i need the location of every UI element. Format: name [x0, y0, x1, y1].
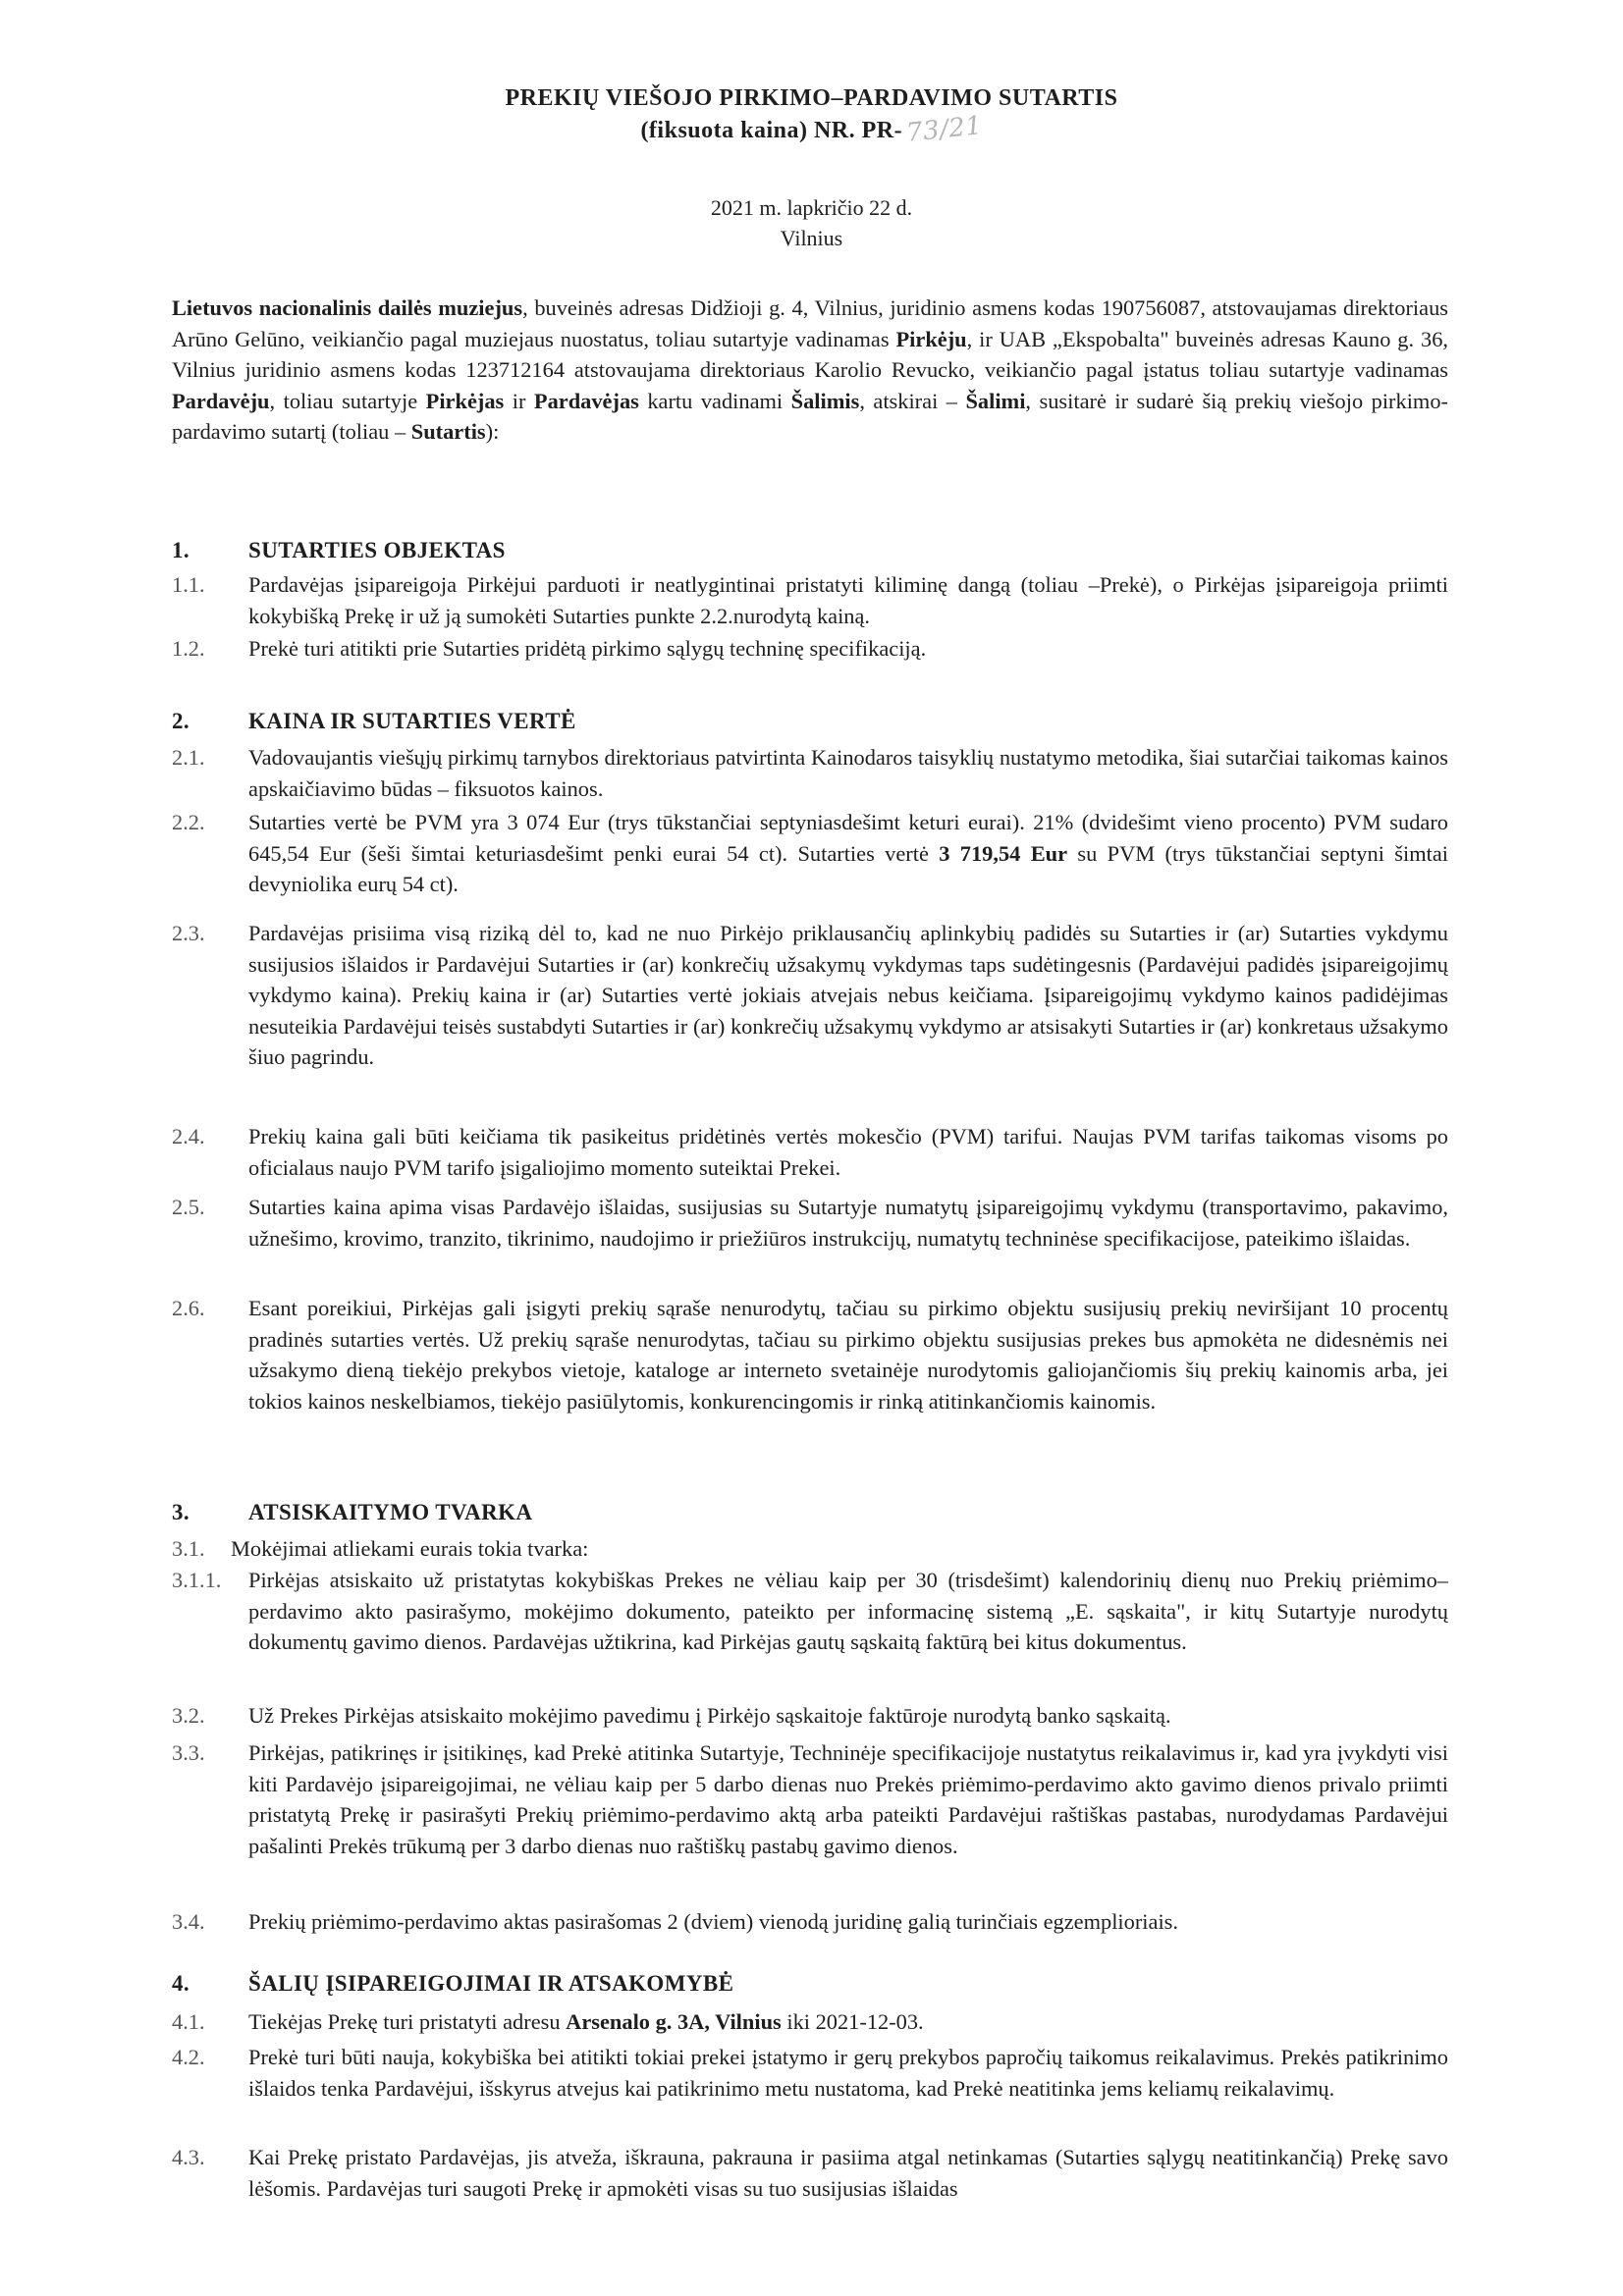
section-title: KAINA IR SUTARTIES VERTĖ — [248, 709, 576, 733]
intro-contract: Sutartis — [410, 419, 486, 445]
contract-place: Vilnius — [780, 226, 843, 250]
section-title: ATSISKAITYMO TVARKA — [248, 1500, 533, 1524]
clause-text: Prekė turi būti nauja, kokybiška bei atitikti tokiai prekei įstatymo ir gerų prekybos papročių taikomus reikalavimus. Prekės patikrinimo išlaidos tenka Pardavėjui, išskyrus atvejus kai patikrinimo metu nustatoma, kad Prekė neatitinka jems keliamų reikalavimų. — [248, 2045, 1448, 2101]
clause-number: 4.2. — [172, 2045, 205, 2069]
clause-text-a: Tiekėjas Prekę turi pristatyti adresu — [248, 2009, 567, 2034]
clause-text — [248, 807, 1448, 900]
clause-number: 3.4. — [172, 1909, 205, 1934]
party1-name: Lietuvos nacionalinis dailės muziejus — [172, 295, 523, 320]
clause-text: Kai Prekę pristato Pardavėjas, jis atveža, iškrauna, pakrauna ir pasiima atgal netinkamas (Sutarties sąlygų neatitinkančią) Prekę savo lėšomis. Pardavėjas turi saugoti Prekę ir apmokėti visas su tuo susijusias išlaidas — [248, 2145, 1448, 2201]
document-title — [0, 82, 1623, 146]
clause-4-3 — [172, 2142, 1448, 2204]
clause-number: 3.1.1. — [172, 1568, 222, 1592]
date-place — [0, 192, 1623, 253]
clause-3-2 — [172, 1700, 1448, 1732]
clause-number: 4.1. — [172, 2009, 205, 2034]
clause-bold-value: 3 719,54 Eur — [939, 840, 1068, 866]
clause-2-6 — [172, 1293, 1448, 1416]
title-line-2-text: (fiksuota kaina) NR. PR- — [640, 118, 903, 143]
section-1-heading — [172, 538, 506, 563]
clause-text: Prekė turi atitikti prie Sutarties pridėtą pirkimo sąlygų techninę specifikaciją. — [248, 636, 927, 661]
clause-text — [248, 2006, 1448, 2038]
section-number: 2. — [172, 709, 190, 733]
intro-text-5: kartu vadinami — [638, 388, 791, 413]
intro-text-4: ir — [504, 388, 534, 413]
intro-party: Šalimi — [965, 388, 1026, 413]
handwritten-contract-number: 73/21 — [904, 111, 984, 148]
section-4-heading — [172, 1971, 733, 1997]
clause-3-3 — [172, 1737, 1448, 1861]
clause-text: Sutarties kaina apima visas Pardavėjo išlaidas, susijusias su Sutartyje numatytų įsipareigojimų vykdymu (transportavimo, pakavimo, užnešimo, krovimo, tranzito, tikrinimo, naudojimo ir priežiūros instrukcijų, numatytų techninėse specifikacijose, pateikimo išlaidas. — [248, 1195, 1448, 1251]
clause-2-2 — [172, 807, 1448, 900]
clause-bold-address: Arsenalo g. 3A, Vilnius — [566, 2009, 782, 2034]
clause-number: 2.1. — [172, 745, 205, 770]
clause-number: 2.2. — [172, 810, 205, 834]
intro-seller: Pardavėju — [172, 388, 270, 413]
intro-buyer: Pirkėju — [895, 326, 967, 351]
clause-text-b: iki 2021-12-03. — [781, 2009, 924, 2034]
clause-3-4 — [172, 1906, 1448, 1938]
clause-1-1 — [172, 569, 1448, 631]
intro-text-3: , toliau sutartyje — [269, 388, 426, 413]
section-2-heading — [172, 709, 576, 734]
intro-text-8: ): — [485, 419, 500, 445]
contract-date: 2021 m. lapkričio 22 d. — [710, 195, 913, 220]
clause-number: 3.1. — [172, 1536, 205, 1561]
clause-text: Prekių priėmimo-perdavimo aktas pasirašomas 2 (dviem) vienodą juridinę galią turinčiais egzemplioriais. — [248, 1909, 1178, 1934]
section-title: ŠALIŲ ĮSIPAREIGOJIMAI IR ATSAKOMYBĖ — [248, 1971, 734, 1996]
section-number: 1. — [172, 538, 190, 562]
section-number: 4. — [172, 1971, 190, 1996]
clause-number: 1.2. — [172, 636, 205, 661]
clause-1-2 — [172, 633, 1448, 665]
clause-text: Pirkėjas atsiskaito už pristatytas kokybiškas Prekes ne vėliau kaip per 30 (trisdešimt) kalendorinių dienų nuo Prekių priėmimo–perdavimo akto pasirašymo, mokėjimo dokumento, pateikto per informacinę sistemą „E. sąskaita", ir kitų Sutartyje nurodytų dokumentų gavimo dienos. Pardavėjas užtikrina, kad Pirkėjas gautų sąskaitą faktūrą bei kitus dokumentus. — [248, 1568, 1448, 1655]
clause-number: 1.1. — [172, 572, 205, 597]
clause-text: Esant poreikiui, Pirkėjas gali įsigyti prekių sąraše nenurodytų, tačiau su pirkimo objektu susijusių prekių neviršijant 10 procentų pradinės sutarties vertės. Už prekių sąraše nenurodytas, tačiau su pirkimo objektu susijusias prekes bus apmokėta ne didesnėmis nei užsakymo dieną tiekėjo prekybos vietoje, kataloge ar interneto svetainėje nurodytomis galiojančiomis šių prekių kainomis arba, jei tokios kainos neskelbiamos, tiekėjo pasiūlytomis, konkurencingomis ir rinką atitinkančiomis kainomis. — [248, 1296, 1448, 1414]
intro-seller-2: Pardavėjas — [533, 388, 639, 413]
intro-text-1: , buveinės adresas Didžioji g. 4, Vilnius, juridinio asmens kodas 190756087, atstovaujamas direktoriaus Arūno Gelūno, veikiančio pagal muziejaus nuostatus, toliau sutartyje vadinamas — [172, 295, 1448, 351]
clause-2-3 — [172, 918, 1448, 1073]
clause-number: 2.6. — [172, 1296, 205, 1320]
section-title: SUTARTIES OBJEKTAS — [248, 538, 506, 562]
clause-number: 2.3. — [172, 921, 205, 945]
clause-text: Pardavėjas įsipareigoja Pirkėjui parduoti ir neatlygintinai pristatyti kiliminę dangą (toliau –Prekė), o Pirkėjas įsipareigoja priimti kokybišką Prekę ir už ją sumokėti Sutarties punkte 2.2.nurodytą kainą. — [248, 572, 1448, 628]
clause-number: 3.3. — [172, 1740, 205, 1765]
clause-2-1 — [172, 742, 1448, 804]
clause-number: 2.5. — [172, 1195, 205, 1219]
clause-4-1 — [172, 2006, 1448, 2038]
section-number: 3. — [172, 1500, 190, 1524]
intro-text-7: , susitarė ir sudarė šią prekių viešojo pirkimo-pardavimo sutartį (toliau – — [172, 388, 1448, 445]
title-line-2 — [0, 111, 1623, 148]
clause-text-b: su PVM (trys tūkstančiai septyni šimtai devyniolika eurų 54 ct). — [248, 840, 1448, 897]
intro-paragraph — [172, 293, 1448, 448]
clause-text: Už Prekes Pirkėjas atsiskaito mokėjimo pavedimu į Pirkėjo sąskaitoje faktūroje nurodytą banko sąskaitą. — [248, 1703, 1171, 1728]
clause-number: 2.4. — [172, 1124, 205, 1148]
clause-3-1 — [172, 1533, 1448, 1565]
clause-text: Pardavėjas prisiima visą riziką dėl to, kad ne nuo Pirkėjo priklausančių aplinkybių padidės su Sutarties ir (ar) Sutarties vykdymu susijusios išlaidos ir Pardavėjui Sutarties ir (ar) konkrečių užsakymų vykdymas taps sudėtingesnis (Pardavėjui padidės įsipareigojimų vykdymo kaina). Prekių kaina ir (ar) Sutarties vertė jokiais atvejais nebus keičiama. Įsipareigojimų vykdymo kainos padidėjimas nesuteikia Pardavėjui teisės sustabdyti Sutarties ir (ar) konkrečių užsakymų vykdymo ar atsisakyti Sutarties ir (ar) konkretaus užsakymo šiuo pagrindu. — [248, 921, 1448, 1070]
clause-number: 4.3. — [172, 2145, 205, 2169]
clause-2-5 — [172, 1192, 1448, 1254]
clause-text: Pirkėjas, patikrinęs ir įsitikinęs, kad Prekė atitinka Sutartyje, Techninėje specifikacijoje nustatytus reikalavimus ir, kad yra įvykdyti visi kiti Pardavėjo įsipareigojimai, ne vėliau kaip per 5 darbo dienas nuo Prekės priėmimo-perdavimo akto gavimo dienos privalo priimti pristatytą Prekę ir pasirašyti Prekių priėmimo-perdavimo aktą arba pateikti Pardavėjui raštiškas pastabas, nurodydamas Pardavėjui pašalinti Prekės trūkumą per 3 darbo dienas nuo raštiškų pastabų gavimo dienos. — [248, 1740, 1448, 1858]
clause-number: 3.2. — [172, 1703, 205, 1728]
section-3-heading — [172, 1500, 532, 1525]
clause-text-a: Sutarties vertė be PVM yra 3 074 Eur (trys tūkstančiai septyniasdešimt keturi eurai). 21% (dvidešimt vieno procento) PVM sudaro 645,54 Eur (šeši šimtai keturiasdešimt penki eurai 54 ct). Sutarties vertė — [248, 810, 1448, 866]
intro-text-2: , ir UAB „Ekspobalta" buveinės adresas Kauno g. 36, Vilnius juridinio asmens kodas 123712164 atstovaujama direktoriaus Karolio Revucko, veikiančio pagal įstatus toliau sutartyje vadinamas — [172, 326, 1448, 383]
clause-text: Vadovaujantis viešųjų pirkimų tarnybos direktoriaus patvirtinta Kainodaros taisyklių nustatymo metodika, šiai sutarčiai taikomas kainos apskaičiavimo būdas – fiksuotos kainos. — [248, 745, 1448, 801]
clause-2-4 — [172, 1121, 1448, 1183]
intro-text-6: , atskirai – — [859, 388, 966, 413]
clause-4-2 — [172, 2042, 1448, 2104]
intro-parties: Šalimis — [790, 388, 860, 413]
clause-text: Mokėjimai atliekami eurais tokia tvarka: — [231, 1536, 589, 1561]
intro-buyer-2: Pirkėjas — [425, 388, 505, 413]
title-line-1: PREKIŲ VIEŠOJO PIRKIMO–PARDAVIMO SUTARTIS — [505, 85, 1118, 111]
clause-text: Prekių kaina gali būti keičiama tik pasikeitus pridėtinės vertės mokesčio (PVM) tarifui. Naujas PVM tarifas taikomas visoms po oficialaus naujo PVM tarifo įsigaliojimo momento suteiktai Prekei. — [248, 1124, 1448, 1180]
clause-3-1-1 — [172, 1565, 1448, 1658]
